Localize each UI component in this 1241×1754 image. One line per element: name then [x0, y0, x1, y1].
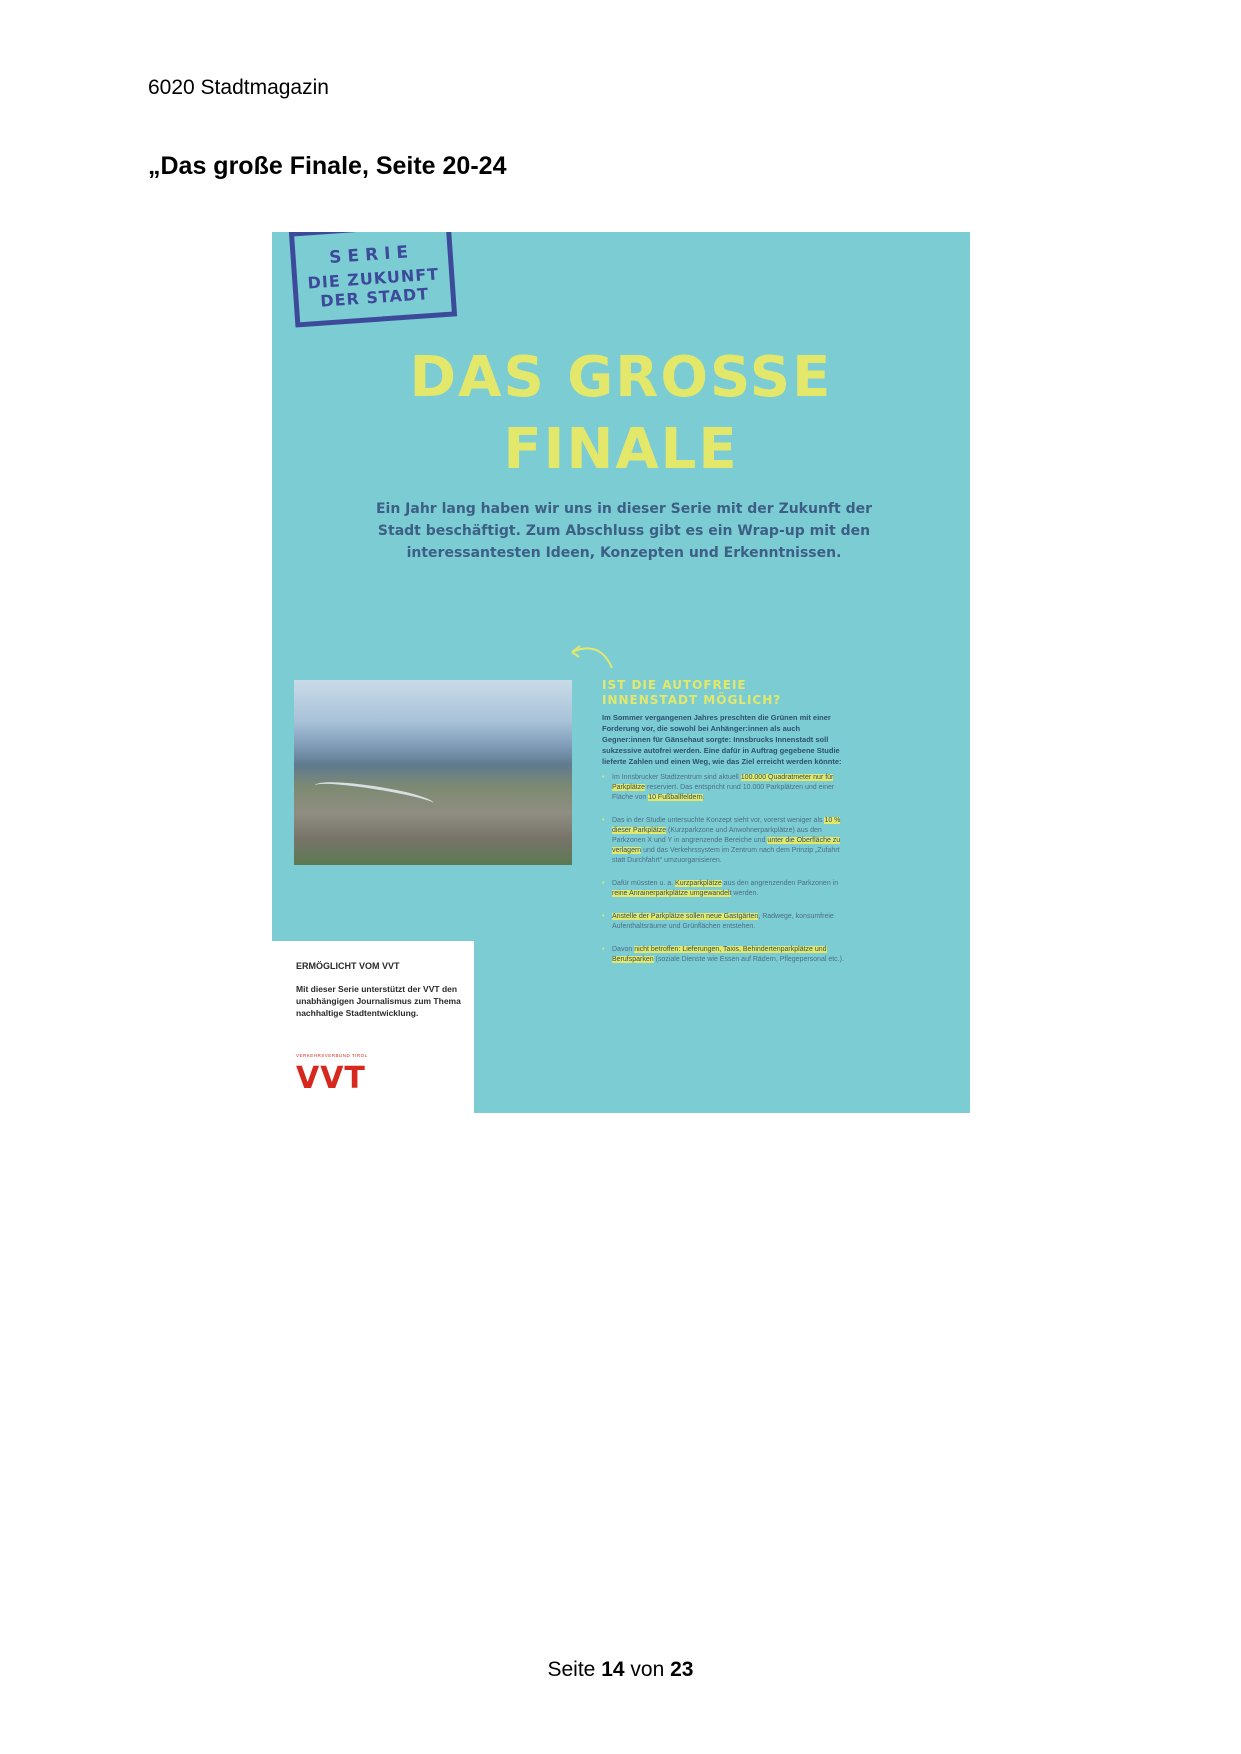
- list-item: • Im Innsbrucker Stadtzentrum sind aktuell 100.000 Quadratmeter nur für Parkplätze reserviert. Das entspricht rund 10.000 Parkplätzen und einer Fläche von 10 Fußballfeldern.: [602, 773, 850, 803]
- page-number: Seite 14 von 23: [547, 1658, 694, 1681]
- document-title: „Das große Finale, Seite 20-24: [148, 152, 507, 180]
- series-stamp: [289, 232, 457, 328]
- article-lead: Im Sommer vergangenen Jahres preschten die Grünen mit einer Forderung vor, die sowohl bei Anhänger:innen als auch Gegner:innen für Gänsehaut sorgte: Innsbrucks Innenstadt soll sukzessive autofrei werden. Eine dafür in Auftrag gegebene Studie lieferte Zahlen und einen Weg, wie das Ziel erreicht werden könnte:: [602, 713, 842, 766]
- article-bullets: [602, 773, 850, 965]
- magazine-title: DAS GROSSE FINALE: [409, 345, 833, 482]
- sponsor-box: [272, 941, 474, 1113]
- list-item: • Davon nicht betroffen: Lieferungen, Taxis, Behindertenparkplätze und Berufsparken (soziale Dienste wie Essen auf Rädern, Pflegepersonal etc.).: [602, 945, 850, 965]
- magazine-intro: Ein Jahr lang haben wir uns in dieser Serie mit der Zukunft der Stadt beschäftigt. Zum Abschluss gibt es ein Wrap-up mit den interessantesten Ideen, Konzepten und Erkenntnissen.: [375, 501, 873, 561]
- publication-name: 6020 Stadtmagazin: [148, 76, 329, 99]
- list-item: • Anstelle der Parkplätze sollen neue Gastgärten, Radwege, konsumfreie Aufenthaltsräume und Grünflächen entstehen.: [602, 912, 850, 932]
- magazine-page-image: [272, 232, 970, 1113]
- list-item: • Das in der Studie untersuchte Konzept sieht vor, vorerst weniger als 10 % dieser Parkplätze (Kurzparkzone und Anwohnerparkplätze) aus den Parkzonen X und Y in angrenzende Bereiche und unter die Oberfläche zu verlagern und das Verkehrssystem im Zentrum nach dem Prinzip „Zufahrt statt Durchfahrt“ umzuorganisieren.: [602, 816, 850, 866]
- innsbruck-aerial-photo: [294, 680, 572, 865]
- photo-river: [313, 776, 434, 814]
- curved-arrow-icon: [560, 638, 620, 674]
- list-item: • Dafür müssten u. a. Kurzparkplätze aus den angrenzenden Parkzonen in reine Anrainerparkplätze umgewandelt werden.: [602, 879, 850, 899]
- sponsor-text: Mit dieser Serie unterstützt der VVT den unabhängigen Journalismus zum Thema nachhaltige Stadtentwicklung.: [296, 984, 461, 1018]
- article-column: [602, 678, 850, 978]
- vvt-logo: VVT: [296, 1061, 366, 1096]
- stamp-line2: DIE ZUKUNFT DER STADT: [306, 264, 440, 311]
- stamp-line1: SERIE: [328, 242, 415, 268]
- article-heading: IST DIE AUTOFREIE INNENSTADT MÖGLICH?: [602, 678, 782, 707]
- sponsor-heading: ERMÖGLICHT VOM VVT: [296, 961, 400, 971]
- sponsor-tagline: VERKEHRSVERBUND TIROL: [296, 1053, 368, 1058]
